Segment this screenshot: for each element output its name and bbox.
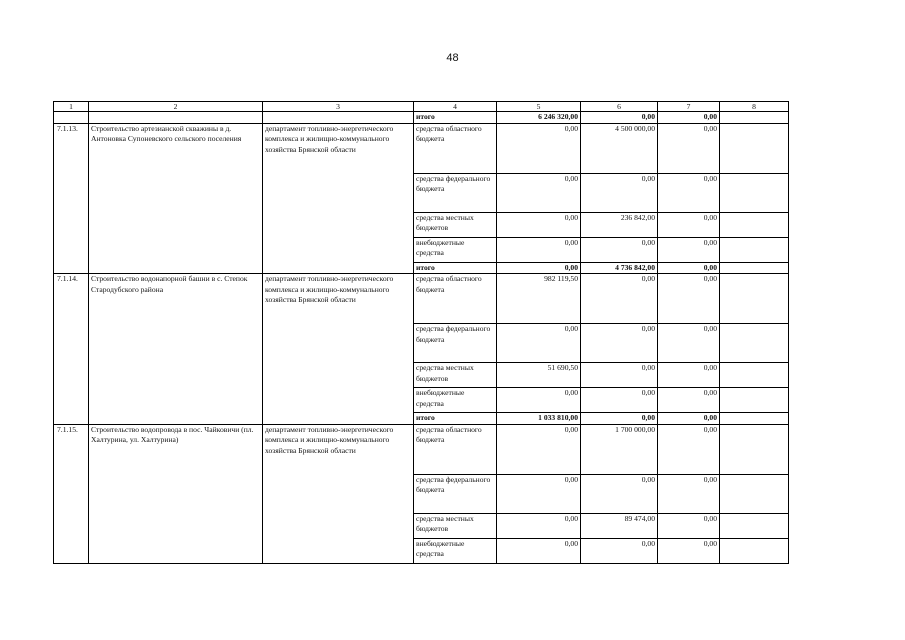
funding-source: средства федерального бюджета xyxy=(414,324,497,363)
amount-col5: 0,00 xyxy=(497,538,581,563)
budget-table xyxy=(53,101,789,564)
funding-source: внебюджетные средства xyxy=(414,388,497,413)
project-name: Строительство водонапорной башни в с. Степок Стародубского района xyxy=(89,274,263,425)
empty-cell xyxy=(720,474,789,513)
amount-col6: 0,00 xyxy=(581,237,658,262)
amount-col7: 0,00 xyxy=(658,212,720,237)
column-header: 3 xyxy=(263,102,414,112)
amount-col6: 0,00 xyxy=(581,274,658,324)
project-name: Строительство артезианской скважины в д. Антоновка Супоневского сельского поселения xyxy=(89,123,263,274)
amount-col7: 0,00 xyxy=(658,363,720,388)
table-row xyxy=(54,424,789,474)
amount-col6: 4 736 842,00 xyxy=(581,262,658,274)
amount-col5: 0,00 xyxy=(497,212,581,237)
funding-source: итого xyxy=(414,413,497,425)
empty-cell xyxy=(720,388,789,413)
empty-cell xyxy=(720,324,789,363)
amount-col6: 0,00 xyxy=(581,538,658,563)
amount-col6: 0,00 xyxy=(581,363,658,388)
empty-cell xyxy=(720,262,789,274)
responsible-department: департамент топливно-энергетического комплекса и жилищно-коммунального хозяйства Брянской области xyxy=(263,123,414,274)
empty-cell xyxy=(720,112,789,124)
empty-cell xyxy=(720,538,789,563)
funding-source: средства областного бюджета xyxy=(414,424,497,474)
funding-source: средства местных бюджетов xyxy=(414,513,497,538)
empty-cell xyxy=(720,513,789,538)
empty-cell xyxy=(263,112,414,124)
amount-col7: 0,00 xyxy=(658,413,720,425)
empty-cell xyxy=(720,212,789,237)
amount-col6: 4 500 000,00 xyxy=(581,123,658,173)
amount-col7: 0,00 xyxy=(658,513,720,538)
project-name: Строительство водопровода в пос. Чайковичи (пл. Халтурина, ул. Халтурина) xyxy=(89,424,263,563)
amount-col7: 0,00 xyxy=(658,538,720,563)
empty-cell xyxy=(720,123,789,173)
project-code: 7.1.15. xyxy=(54,424,89,563)
amount-col7: 0,00 xyxy=(658,424,720,474)
amount-col5: 1 033 810,00 xyxy=(497,413,581,425)
carry-total-row xyxy=(54,112,789,124)
funding-source: средства областного бюджета xyxy=(414,123,497,173)
amount-col5: 0,00 xyxy=(497,123,581,173)
column-header: 5 xyxy=(497,102,581,112)
amount-col6: 0,00 xyxy=(581,388,658,413)
responsible-department: департамент топливно-энергетического комплекса и жилищно-коммунального хозяйства Брянской области xyxy=(263,424,414,563)
empty-cell xyxy=(720,237,789,262)
amount-col5: 982 119,50 xyxy=(497,274,581,324)
column-header: 2 xyxy=(89,102,263,112)
empty-cell xyxy=(720,274,789,324)
amount-col7: 0,00 xyxy=(658,324,720,363)
amount-col7: 0,00 xyxy=(658,112,720,124)
amount-col7: 0,00 xyxy=(658,388,720,413)
amount-col6: 0,00 xyxy=(581,413,658,425)
column-header-row xyxy=(54,102,789,112)
page-number: 48 xyxy=(446,52,459,64)
project-code: 7.1.14. xyxy=(54,274,89,425)
empty-cell xyxy=(720,424,789,474)
funding-source: итого xyxy=(414,262,497,274)
empty-cell xyxy=(720,413,789,425)
funding-source: внебюджетные средства xyxy=(414,237,497,262)
column-header: 4 xyxy=(414,102,497,112)
funding-source: средства федерального бюджета xyxy=(414,474,497,513)
funding-source: средства местных бюджетов xyxy=(414,212,497,237)
column-header: 8 xyxy=(720,102,789,112)
empty-cell xyxy=(89,112,263,124)
amount-col5: 0,00 xyxy=(497,513,581,538)
amount-col5: 0,00 xyxy=(497,324,581,363)
amount-col5: 0,00 xyxy=(497,424,581,474)
amount-col5: 0,00 xyxy=(497,474,581,513)
amount-col6: 0,00 xyxy=(581,324,658,363)
amount-col6: 0,00 xyxy=(581,173,658,212)
amount-col5: 6 246 320,00 xyxy=(497,112,581,124)
amount-col7: 0,00 xyxy=(658,173,720,212)
amount-col7: 0,00 xyxy=(658,123,720,173)
responsible-department: департамент топливно-энергетического комплекса и жилищно-коммунального хозяйства Брянской области xyxy=(263,274,414,425)
amount-col5: 0,00 xyxy=(497,388,581,413)
empty-cell xyxy=(54,112,89,124)
empty-cell xyxy=(720,363,789,388)
column-header: 6 xyxy=(581,102,658,112)
funding-source: итого xyxy=(414,112,497,124)
amount-col7: 0,00 xyxy=(658,262,720,274)
amount-col5: 0,00 xyxy=(497,173,581,212)
amount-col6: 1 700 000,00 xyxy=(581,424,658,474)
amount-col5: 0,00 xyxy=(497,237,581,262)
amount-col6: 89 474,00 xyxy=(581,513,658,538)
table-row xyxy=(54,123,789,173)
amount-col7: 0,00 xyxy=(658,274,720,324)
amount-col5: 0,00 xyxy=(497,262,581,274)
funding-source: средства федерального бюджета xyxy=(414,173,497,212)
project-code: 7.1.13. xyxy=(54,123,89,274)
column-header: 1 xyxy=(54,102,89,112)
funding-source: внебюджетные средства xyxy=(414,538,497,563)
table-row xyxy=(54,274,789,324)
funding-source: средства областного бюджета xyxy=(414,274,497,324)
column-header: 7 xyxy=(658,102,720,112)
funding-source: средства местных бюджетов xyxy=(414,363,497,388)
amount-col6: 0,00 xyxy=(581,474,658,513)
amount-col7: 0,00 xyxy=(658,474,720,513)
empty-cell xyxy=(720,173,789,212)
amount-col5: 51 690,50 xyxy=(497,363,581,388)
amount-col7: 0,00 xyxy=(658,237,720,262)
amount-col6: 236 842,00 xyxy=(581,212,658,237)
amount-col6: 0,00 xyxy=(581,112,658,124)
